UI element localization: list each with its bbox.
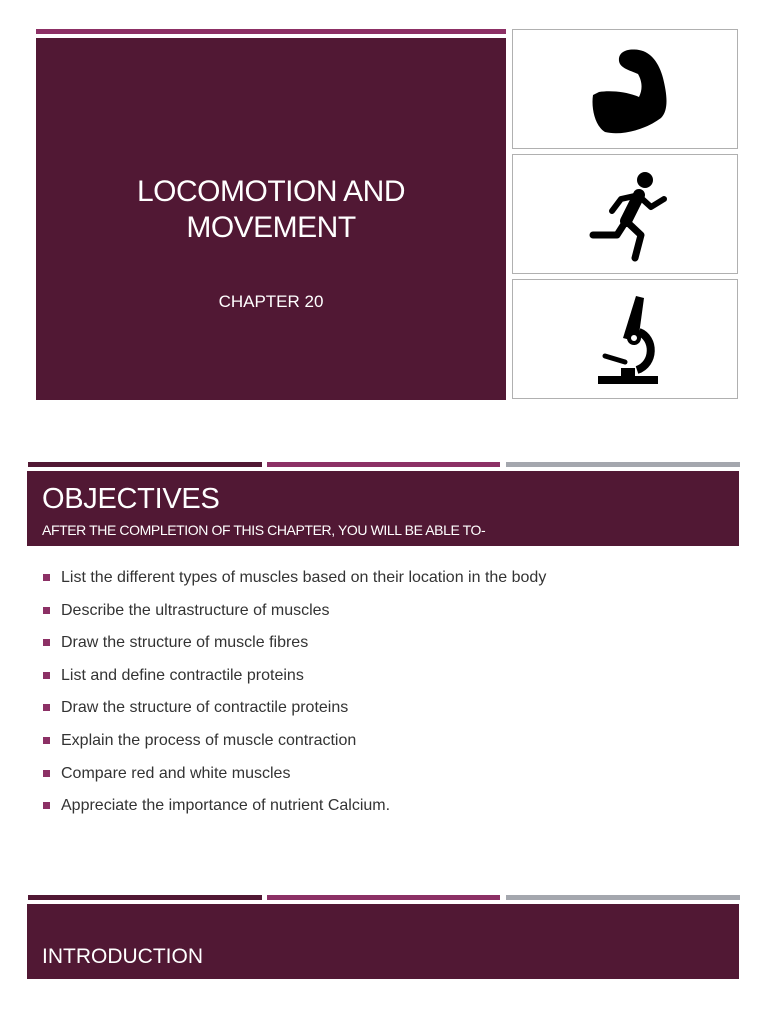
bicep-image-box: [512, 29, 738, 149]
microscope-image-box: [512, 279, 738, 399]
objectives-title: OBJECTIVES: [42, 483, 220, 515]
introduction-divider-gray: [506, 895, 740, 900]
microscope-icon: [513, 280, 739, 400]
bullet-square-icon: [43, 574, 50, 581]
bullet-square-icon: [43, 704, 50, 711]
objectives-subtitle: AFTER THE COMPLETION OF THIS CHAPTER, YOU WILL BE ABLE TO-: [42, 522, 486, 538]
objectives-divider-gray: [506, 462, 740, 467]
bullet-square-icon: [43, 607, 50, 614]
objectives-divider-dark: [28, 462, 262, 467]
flexed-bicep-icon: [513, 30, 739, 150]
slide-title: [36, 174, 506, 246]
list-item-text: List the different types of muscles based on their location in the body: [61, 569, 547, 586]
list-item: [43, 660, 733, 693]
bullet-square-icon: [43, 770, 50, 777]
objectives-divider-accent: [267, 462, 500, 467]
title-slide-accent-bar: [36, 29, 506, 34]
runner-image-box: [512, 154, 738, 274]
list-item-text: Describe the ultrastructure of muscles: [61, 601, 330, 619]
introduction-divider-dark: [28, 895, 262, 900]
list-item-text: Explain the process of muscle contraction: [61, 731, 357, 749]
list-item-text: Draw the structure of muscle fibres: [61, 634, 309, 652]
introduction-title: INTRODUCTION: [42, 945, 203, 968]
list-item-text: List and define contractile proteins: [61, 666, 304, 684]
chapter-label: CHAPTER 20: [218, 292, 324, 311]
bullet-square-icon: [43, 672, 50, 679]
slide-title-line-2: MOVEMENT: [186, 211, 356, 244]
list-item-text: Appreciate the importance of nutrient Calcium.: [61, 797, 391, 815]
slide-title-line-1: LOCOMOTION AND: [136, 175, 406, 208]
list-item: [43, 562, 733, 595]
bullet-square-icon: [43, 737, 50, 744]
list-item: [43, 595, 733, 628]
objectives-list: [43, 562, 733, 823]
objectives-header: [27, 471, 739, 546]
list-item: [43, 790, 733, 823]
list-item: [43, 725, 733, 758]
list-item-text: Compare red and white muscles: [61, 764, 291, 782]
introduction-divider-accent: [267, 895, 500, 900]
running-person-icon: [513, 155, 739, 275]
title-slide-panel: [36, 38, 506, 400]
bullet-square-icon: [43, 639, 50, 646]
list-item: [43, 758, 733, 791]
list-item-text: Draw the structure of contractile proteins: [61, 699, 349, 717]
list-item: [43, 627, 733, 660]
introduction-header: [27, 904, 739, 979]
list-item: [43, 692, 733, 725]
bullet-square-icon: [43, 802, 50, 809]
